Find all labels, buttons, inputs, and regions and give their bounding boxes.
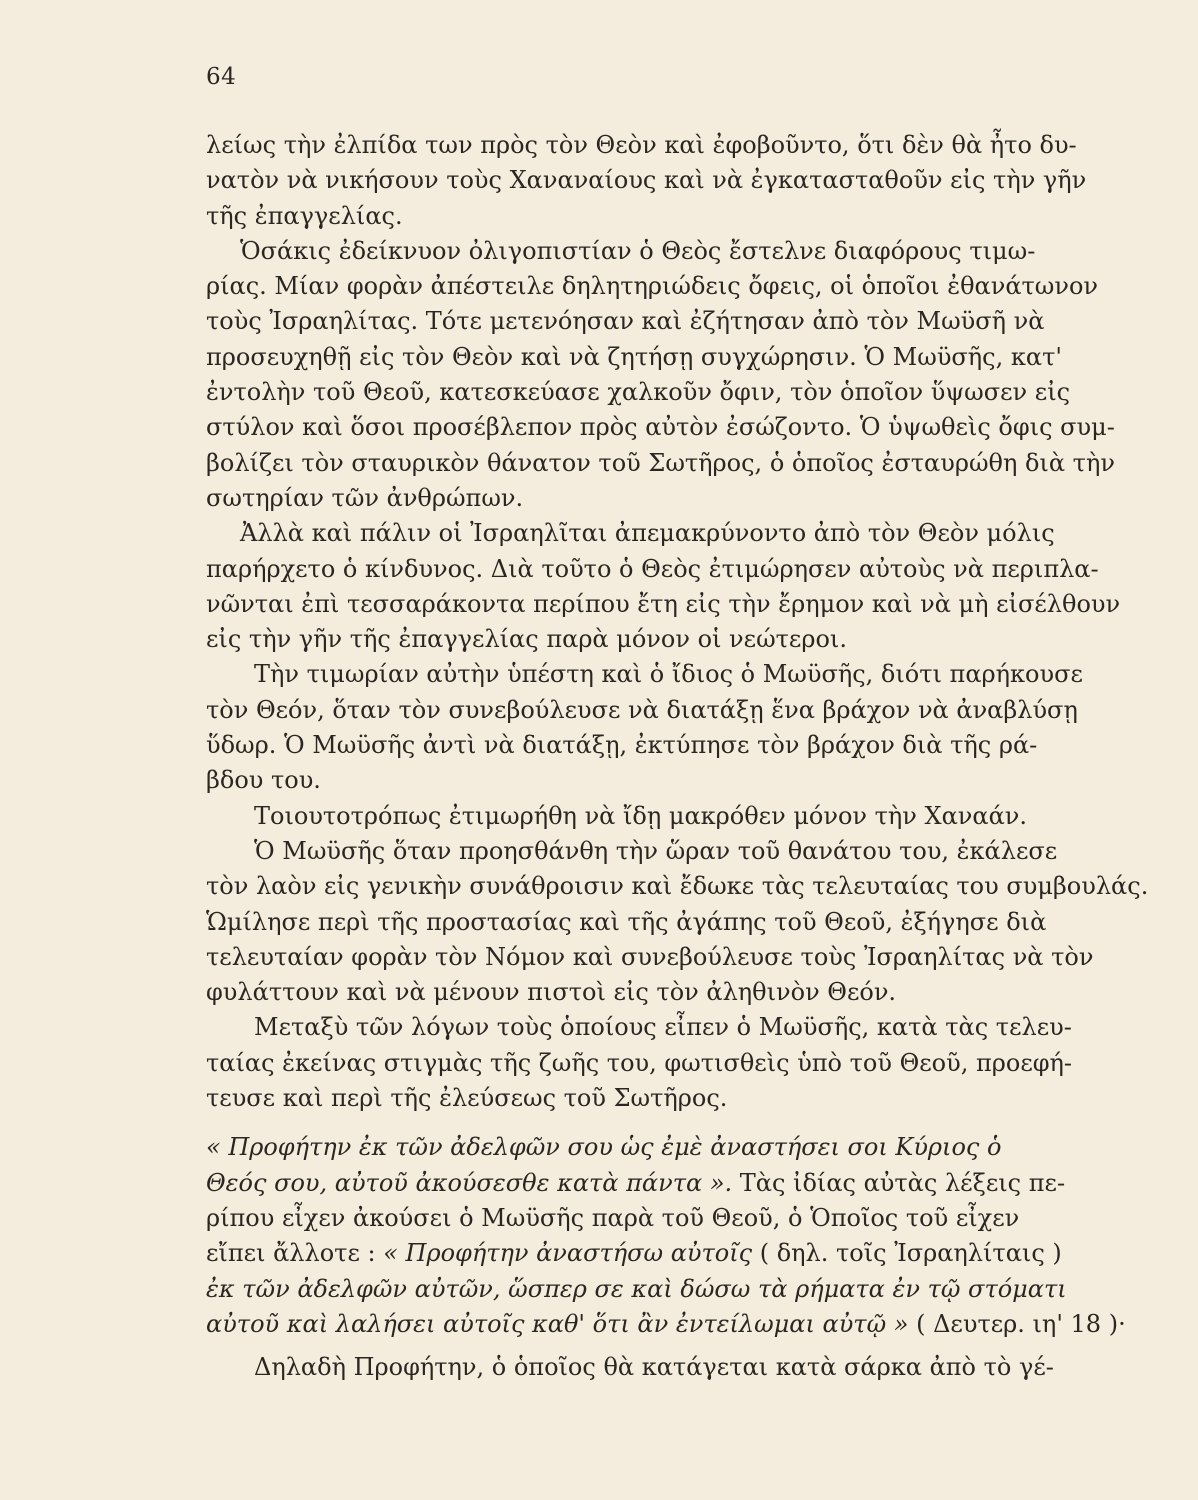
text-line: σωτηρίαν τῶν ἀνθρώπων. (206, 483, 524, 512)
text-line: τῆς ἐπαγγελίας. (206, 201, 403, 230)
text-line: Τοιουτοτρόπως ἐτιμωρήθη νὰ ἴδῃ μακρόθεν μόνον τὴν Χαναάν. (254, 801, 1028, 830)
text-line: παρήρχετο ὁ κίνδυνος. Διὰ τοῦτο ὁ Θεὸς ἐτιμώρησεν αὐτοὺς νὰ περιπλα- (206, 554, 1099, 583)
quote-line-1: « Προφήτην ἐκ τῶν ἀδελφῶν σου ὡς ἐμὲ ἀναστήσει σοι Κύριος ὁ (206, 1133, 1002, 1162)
quote-line (206, 1272, 1066, 1307)
quote-line (206, 1236, 1066, 1271)
text-line: Ἀλλὰ καὶ πάλιν οἱ Ἰσραηλῖται ἀπεμακρύνοντο ἀπὸ τὸν Θεὸν μόλις (240, 519, 1055, 548)
quote-line-6-italic: αὐτοῦ καὶ λαλήσει αὐτοῖς καθ' ὅτι ἂν ἐντείλωμαι αὐτῷ » (206, 1309, 909, 1338)
quote-line-6-rest: ( Δευτερ. ιη' 18 )· (908, 1309, 1126, 1338)
text-line: προσευχηθῇ εἰς τὸν Θεὸν καὶ νὰ ζητήσῃ συγχώρησιν. Ὁ Μωϋσῆς, κατ' (206, 342, 1062, 371)
quote-line-4-italic: « Προφήτην ἀναστήσω αὐτοῖς (383, 1239, 753, 1268)
text-line: τὸν λαὸν εἰς γενικὴν συνάθροισιν καὶ ἔδωκε τὰς τελευταίας του συμβουλάς. (206, 872, 1149, 901)
last-line: Δηλαδὴ Προφήτην, ὁ ὁποῖος θὰ κατάγεται κατὰ σάρκα ἀπὸ τὸ γέ- (254, 1353, 1054, 1382)
page-number: 64 (206, 64, 237, 90)
text-line: ἐντολὴν τοῦ Θεοῦ, κατεσκεύασε χαλκοῦν ὄφιν, τὸν ὁποῖον ὕψωσεν εἰς (206, 378, 1071, 407)
main-text (206, 128, 1149, 1385)
text-line: Ὁσάκις ἐδείκνυον ὀλιγοπιστίαν ὁ Θεὸς ἔστελνε διαφόρους τιμω- (240, 236, 1036, 265)
quote-line (206, 1130, 1066, 1165)
text-line: τὸν Θεόν, ὅταν τὸν συνεβούλευσε νὰ διατάξῃ ἕνα βράχον νὰ ἀναβλύσῃ (206, 695, 1078, 724)
text-line: Ὁ Μωϋσῆς ὅταν προησθάνθη τὴν ὥραν τοῦ θανάτου του, ἐκάλεσε (254, 836, 1058, 865)
quote-line-4-start: εἴπει ἄλλοτε : (206, 1239, 384, 1268)
paragraph-gap (206, 1116, 1066, 1130)
quote-line-4-rest: ( δηλ. τοῖς Ἰσραηλίταις ) (752, 1239, 1062, 1268)
text-line: νῶνται ἐπὶ τεσσαράκοντα περίπου ἔτη εἰς τὴν ἔρημον καὶ νὰ μὴ εἰσέλθουν (206, 589, 1121, 618)
text-line: Τὴν τιμωρίαν αὐτὴν ὑπέστη καὶ ὁ ἴδιος ὁ Μωϋσῆς, διότι παρήκουσε (254, 660, 1083, 689)
text-line: τευσε καὶ περὶ τῆς ἐλεύσεως τοῦ Σωτῆρος. (206, 1084, 728, 1113)
quote-line (206, 1166, 1066, 1201)
quote-line-5: ἐκ τῶν ἀδελφῶν αὐτῶν, ὥσπερ σε καὶ δώσω τὰ ρήματα ἐν τῷ στόματι (206, 1274, 1067, 1303)
text-line: λείως τὴν ἐλπίδα των πρὸς τὸν Θεὸν καὶ ἐφοβοῦντο, ὅτι δὲν θὰ ἦτο δυ- (206, 131, 1077, 159)
text-line: νατὸν νὰ νικήσουν τοὺς Χαναναίους καὶ νὰ ἐγκατασταθοῦν εἰς τὴν γῆν (206, 166, 1087, 195)
text-line: Ὡμίλησε περὶ τῆς προστασίας καὶ τῆς ἀγάπης τοῦ Θεοῦ, ἐξήγησε διὰ (206, 907, 1047, 936)
text-line: βδου του. (206, 766, 321, 795)
text-line: ὕδωρ. Ὁ Μωϋσῆς ἀντὶ νὰ διατάξῃ, ἐκτύπησε τὸν βράχον διὰ τῆς ρά- (206, 731, 1038, 760)
text-line: βολίζει τὸν σταυρικὸν θάνατον τοῦ Σωτῆρος, ὁ ὁποῖος ἐσταυρώθη διὰ τὴν (206, 448, 1115, 477)
text-line: τοὺς Ἰσραηλίτας. Τότε μετενόησαν καὶ ἐζήτησαν ἀπὸ τὸν Μωϋσῆ νὰ (206, 307, 1045, 336)
text-line: ταίας ἐκείνας στιγμὰς τῆς ζωῆς του, φωτισθεὶς ὑπὸ τοῦ Θεοῦ, προεφή- (206, 1048, 1073, 1077)
text-line: τελευταίαν φορὰν τὸν Νόμον καὶ συνεβούλευσε τοὺς Ἰσραηλίτας νὰ τὸν (206, 942, 1094, 971)
text-line: φυλάττουν καὶ νὰ μένουν πιστοὶ εἰς τὸν ἀληθινὸν Θεόν. (206, 978, 897, 1007)
text-line: Μεταξὺ τῶν λόγων τοὺς ὁποίους εἶπεν ὁ Μωϋσῆς, κατὰ τὰς τελευ- (254, 1013, 1072, 1042)
quote-line-2-italic: Θεός σου, αὐτοῦ ἀκούσεσθε κατὰ πάντα ». (206, 1168, 733, 1197)
quote-line-3: ρίπου εἶχεν ἀκούσει ὁ Μωϋσῆς παρὰ τοῦ Θεοῦ, ὁ Ὁποῖος τοῦ εἶχεν (206, 1203, 1020, 1232)
quote-line-2-rest: Τὰς ἰδίας αὐτὰς λέξεις πε- (732, 1168, 1066, 1197)
text-line: στύλον καὶ ὅσοι προσέβλεπον πρὸς αὐτὸν ἐσώζοντο. Ὁ ὑψωθεὶς ὄφις συμ- (206, 413, 1115, 442)
quote-line (206, 1307, 1126, 1342)
paragraph-gap (206, 1342, 1066, 1350)
text-line: ρίας. Μίαν φορὰν ἀπέστειλε δηλητηριώδεις ὄφεις, οἱ ὁποῖοι ἐθανάτωνον (206, 272, 1099, 301)
text-line: εἰς τὴν γῆν τῆς ἐπαγγελίας παρὰ μόνον οἱ νεώτεροι. (206, 625, 847, 654)
